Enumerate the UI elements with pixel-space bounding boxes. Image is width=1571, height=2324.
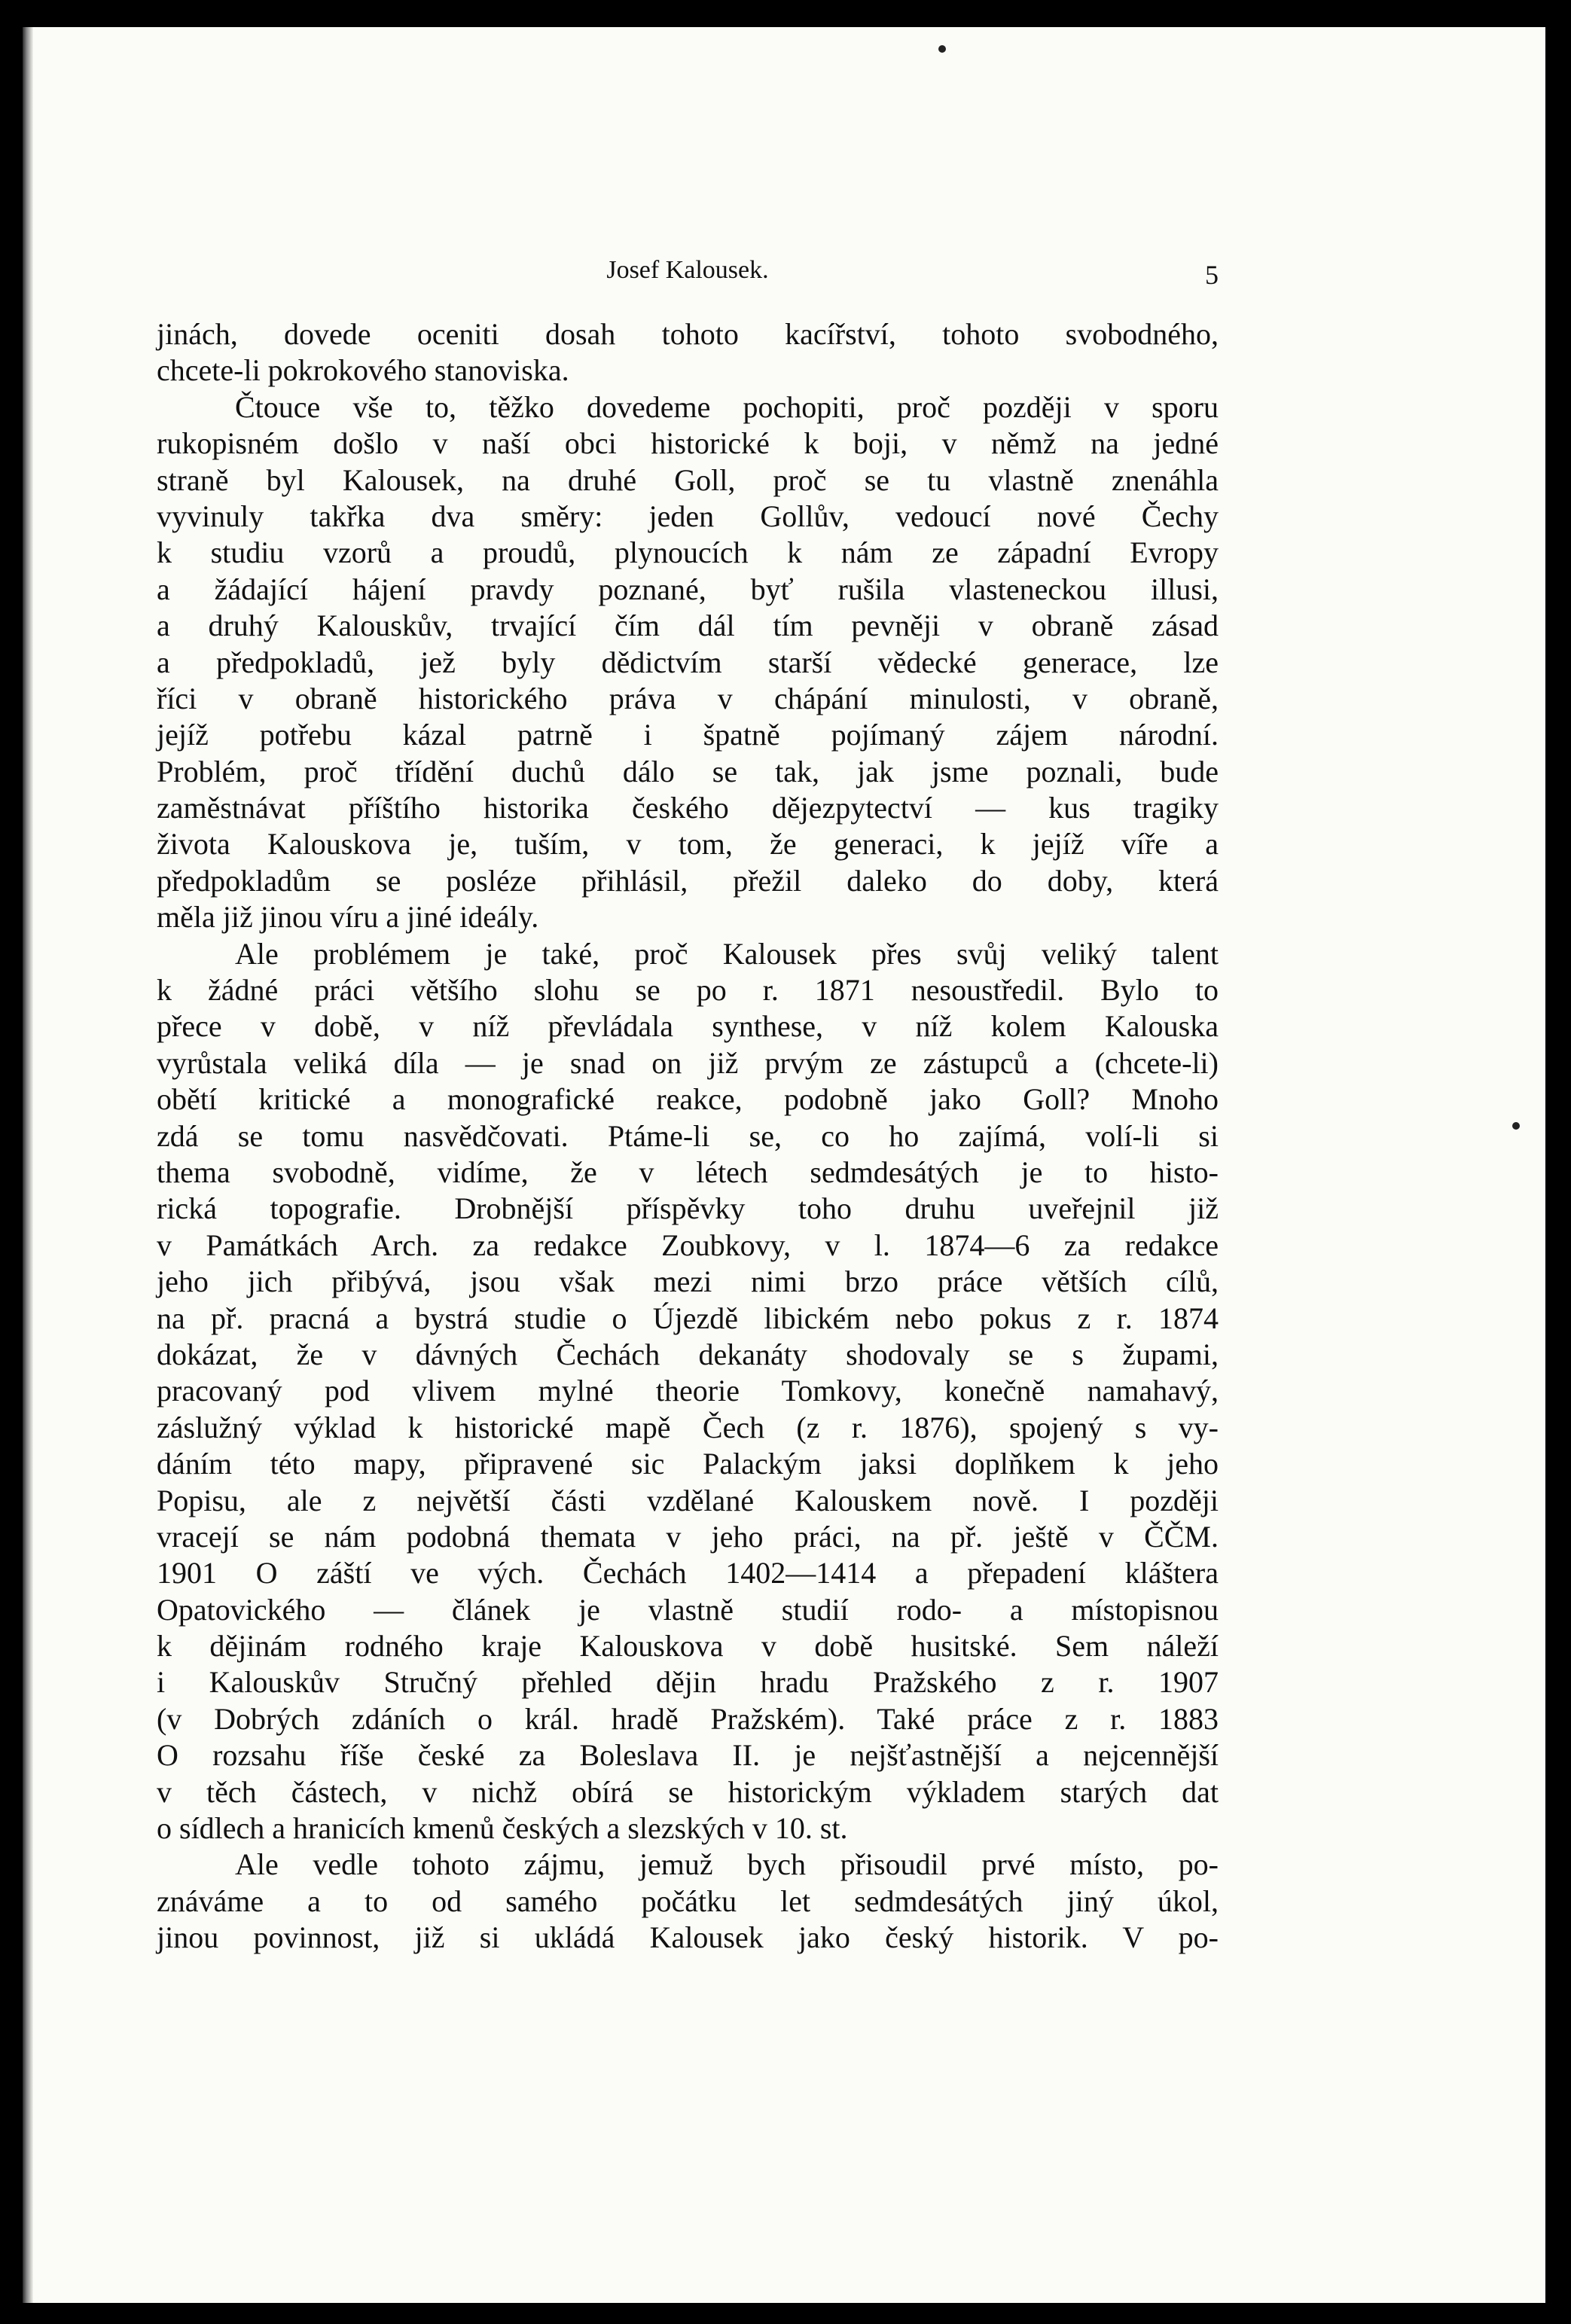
text-line: a žádající hájení pravdy poznané, byť rušila vlasteneckou illusi,	[157, 572, 1219, 606]
text-line: říci v obraně historického práva v chápání minulosti, v obraně,	[157, 681, 1219, 715]
text-line: jeho jich přibývá, jsou však mezi nimi brzo práce větších cílů,	[157, 1264, 1219, 1299]
text-line: Popisu, ale z největší části vzdělané Kalouskem nově. I později	[157, 1483, 1219, 1517]
text-line: Ale problémem je také, proč Kalousek přes svůj veliký talent	[235, 936, 1219, 971]
text-line: Ale vedle tohoto zájmu, jemuž bych přisoudil prvé místo, po-	[235, 1847, 1219, 1882]
text-line: a druhý Kalouskův, trvající čím dál tím pevněji v obraně zásad	[157, 608, 1219, 643]
text-line: o sídlech a hranicích kmenů českých a slezských v 10. st.	[157, 1811, 848, 1846]
text-line: zdá se tomu nasvědčovati. Ptáme-li se, co ho zajímá, volí-li si	[157, 1118, 1219, 1153]
text-line: života Kalouskova je, tuším, v tom, že generaci, k jejíž víře a	[157, 827, 1219, 862]
text-line: chcete-li pokrokového stanoviska.	[157, 353, 569, 388]
ink-speck	[1512, 1122, 1520, 1130]
text-line: dáním této mapy, připravené sic Palackým jaksi doplňkem k jeho	[157, 1447, 1219, 1481]
text-line: Problém, proč třídění duchů dálo se tak, jak jsme poznali, bude	[157, 754, 1219, 788]
text-line: (v Dobrých zdáních o král. hradě Pražském). Také práce z r. 1883	[157, 1701, 1219, 1736]
running-header	[157, 241, 1219, 294]
page-binding-shadow	[23, 27, 33, 2303]
text-line: straně byl Kalousek, na druhé Goll, proč se tu vlastně znenáhla	[157, 462, 1219, 497]
text-line: Čtouce vše to, těžko dovedeme pochopiti, proč později v sporu	[235, 389, 1219, 424]
text-line: k žádné práci většího slohu se po r. 1871 nesoustředil. Bylo to	[157, 973, 1219, 1008]
text-line: v Památkách Arch. za redakce Zoubkovy, v l. 1874—6 za redakce	[157, 1228, 1219, 1262]
text-line: i Kalouskův Stručný přehled dějin hradu Pražského z r. 1907	[157, 1665, 1219, 1700]
text-line: vyrůstala veliká díla — je snad on již prvým ze zástupců a (chcete-li)	[157, 1045, 1219, 1080]
text-line: znáváme a to od samého počátku let sedmdesátých jiný úkol,	[157, 1883, 1219, 1918]
body-text	[157, 316, 1219, 1956]
text-line: předpokladům se posléze přihlásil, přežil daleko do doby, která	[157, 863, 1219, 898]
text-line: záslužný výklad k historické mapě Čech (z r. 1876), spojený s vy-	[157, 1410, 1219, 1444]
text-line: dokázat, že v dávných Čechách dekanáty shodovaly se s župami,	[157, 1337, 1219, 1371]
text-line: obětí kritické a monografické reakce, podobně jako Goll? Mnoho	[157, 1082, 1219, 1117]
text-line: měla již jinou víru a jiné ideály.	[157, 900, 539, 935]
ink-speck	[938, 45, 946, 53]
text-line: v těch částech, v nichž obírá se historickým výkladem starých dat	[157, 1774, 1219, 1809]
page-number: 5	[1205, 260, 1219, 290]
text-line: Opatovického — článek je vlastně studií rodo- a místopisnou	[157, 1592, 1219, 1627]
text-line: přece v době, v níž převládala synthese, v níž kolem Kalouska	[157, 1009, 1219, 1044]
text-line: 1901 O záští ve vých. Čechách 1402—1414 a přepadení kláštera	[157, 1556, 1219, 1591]
text-line: jinou povinnost, již si ukládá Kalousek jako český historik. V po-	[157, 1920, 1219, 1955]
text-line: vracejí se nám podobná themata v jeho práci, na př. ještě v ČČM.	[157, 1519, 1219, 1554]
text-line: thema svobodně, vidíme, že v létech sedmdesátých je to histo-	[157, 1154, 1219, 1189]
text-line: O rozsahu říše české za Boleslava II. je nejšťastnější a nejcennější	[157, 1738, 1219, 1773]
running-title: Josef Kalousek.	[606, 256, 769, 284]
text-line: pracovaný pod vlivem mylné theorie Tomkovy, konečně namahavý,	[157, 1374, 1219, 1408]
text-line: jinách, dovede oceniti dosah tohoto kacířství, tohoto svobodného,	[157, 317, 1219, 351]
text-line: k dějinám rodného kraje Kalouskova v době husitské. Sem náleží	[157, 1629, 1219, 1664]
text-line: rická topografie. Drobnější příspěvky toho druhu uveřejnil již	[157, 1191, 1219, 1226]
text-line: a předpokladů, jež byly dědictvím starší vědecké generace, lze	[157, 645, 1219, 679]
text-line: na př. pracná a bystrá studie o Újezdě libickém nebo pokus z r. 1874	[157, 1301, 1219, 1335]
text-line: vyvinuly takřka dva směry: jeden Gollův, vedoucí nové Čechy	[157, 499, 1219, 533]
text-line: rukopisném došlo v naší obci historické k boji, v němž na jedné	[157, 426, 1219, 461]
text-line: k studiu vzorů a proudů, plynoucích k nám ze západní Evropy	[157, 535, 1219, 570]
text-line: zaměstnávat příštího historika českého dějezpytectví — kus tragiky	[157, 791, 1219, 825]
text-line: jejíž potřebu kázal patrně i špatně pojímaný zájem národní.	[157, 718, 1219, 752]
